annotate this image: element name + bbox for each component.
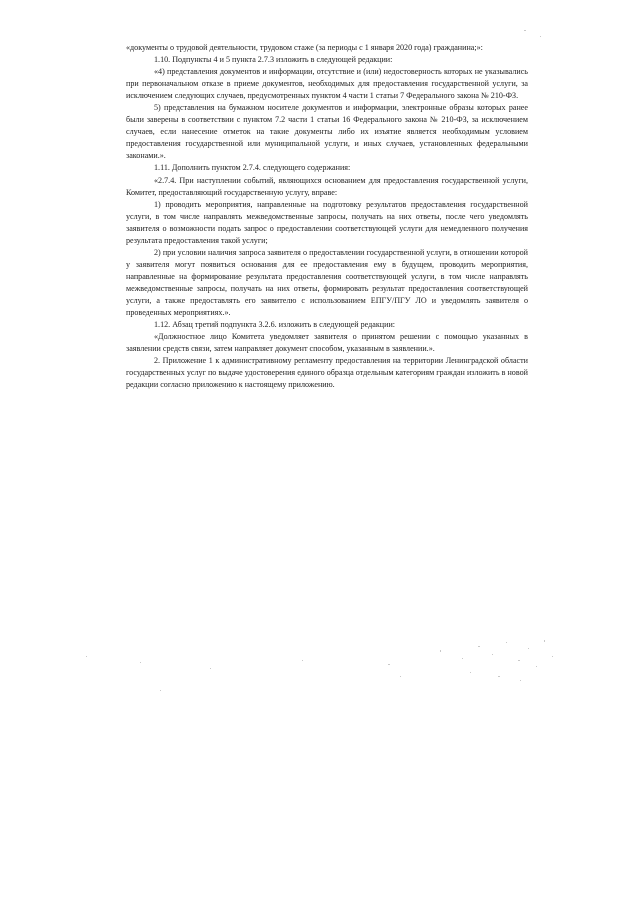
paragraph-notification-text: «Должностное лицо Комитета уведомляет заявителя о принятом решении с помощью указанных в заявлении средств связи, затем направляет документ способом, указанным в заявлении.». [126, 332, 528, 354]
paragraph-1-12-heading: 1.12. Абзац третий подпункта 3.2.6. изложить в следующей редакции: [154, 320, 396, 330]
paragraph-2-7-4-item-1: 1) проводить мероприятия, направленные на подготовку результатов предоставления государственной услуги, в том числе направлять межведомственные запросы, получать на них ответы, после чего уведомлять заявителя о возможности подать запрос о предоставлении соответствующей услуги для немедленного получения результата предоставления такой услуги; [126, 199, 528, 245]
paragraph-1-10-heading: 1.10. Подпункты 4 и 5 пункта 2.7.3 изложить в следующей редакции: [154, 55, 393, 65]
paragraph-appendix-2: 2. Приложение 1 к административному регламенту предоставления на территории Ленинградской области государственных услуг по выдаче удостоверения единого образца отдельным категориям граждан изложить в новой редакции согласно приложению к настоящему приложению. [126, 356, 528, 390]
paragraph-subitem-4: «4) представления документов и информации, отсутствие и (или) недостоверность которых не указывались при первоначальном отказе в приеме документов, необходимых для предоставления государственной услуги, за исключением следующих случаев, предусмотренных пунктом 4 части 1 статьи 7 Федерального закона № 210-ФЗ. [126, 67, 528, 101]
paragraph-1-11-heading: 1.11. Дополнить пунктом 2.7.4. следующего содержания: [154, 163, 351, 173]
paragraph-trudovoy-stazh: «документы о трудовой деятельности, трудовом стаже (за периоды с 1 января 2020 года) гражданина;»: [126, 43, 483, 52]
paragraph-2-7-4-item-2: 2) при условии наличия запроса заявителя о предоставлении государственной услуги, в отношении которой у заявителя могут появиться основания для ее предоставления ему в будущем, проводить мероприятия, направленные на формирование результата предоставления соответствующей услуги, в том числе направлять межведомственные запросы, получать на них ответы, формировать результат предоставления соответствующей услуги, а также предоставлять его заявителю с использованием ЕПГУ/ПГУ ЛО и уведомлять заявителя о проведенных мероприятиях.». [126, 247, 528, 318]
document-body [126, 42, 528, 391]
paragraph-2-7-4: «2.7.4. При наступлении событий, являющихся основанием для предоставления государственной услуги, Комитет, предоставляющий государственную услугу, вправе: [126, 175, 528, 197]
paragraph-subitem-5: 5) представления на бумажном носителе документов и информации, электронные образы которых ранее были заверены в соответствии с пунктом 7.2 части 1 статьи 16 Федерального закона № 210-ФЗ, за исключением случаев, если нанесение отметок на такие документы либо их изъятие является необходимым условием предоставления государственной или муниципальной услуги, и иных случаев, установленных федеральными законами.». [126, 103, 528, 161]
